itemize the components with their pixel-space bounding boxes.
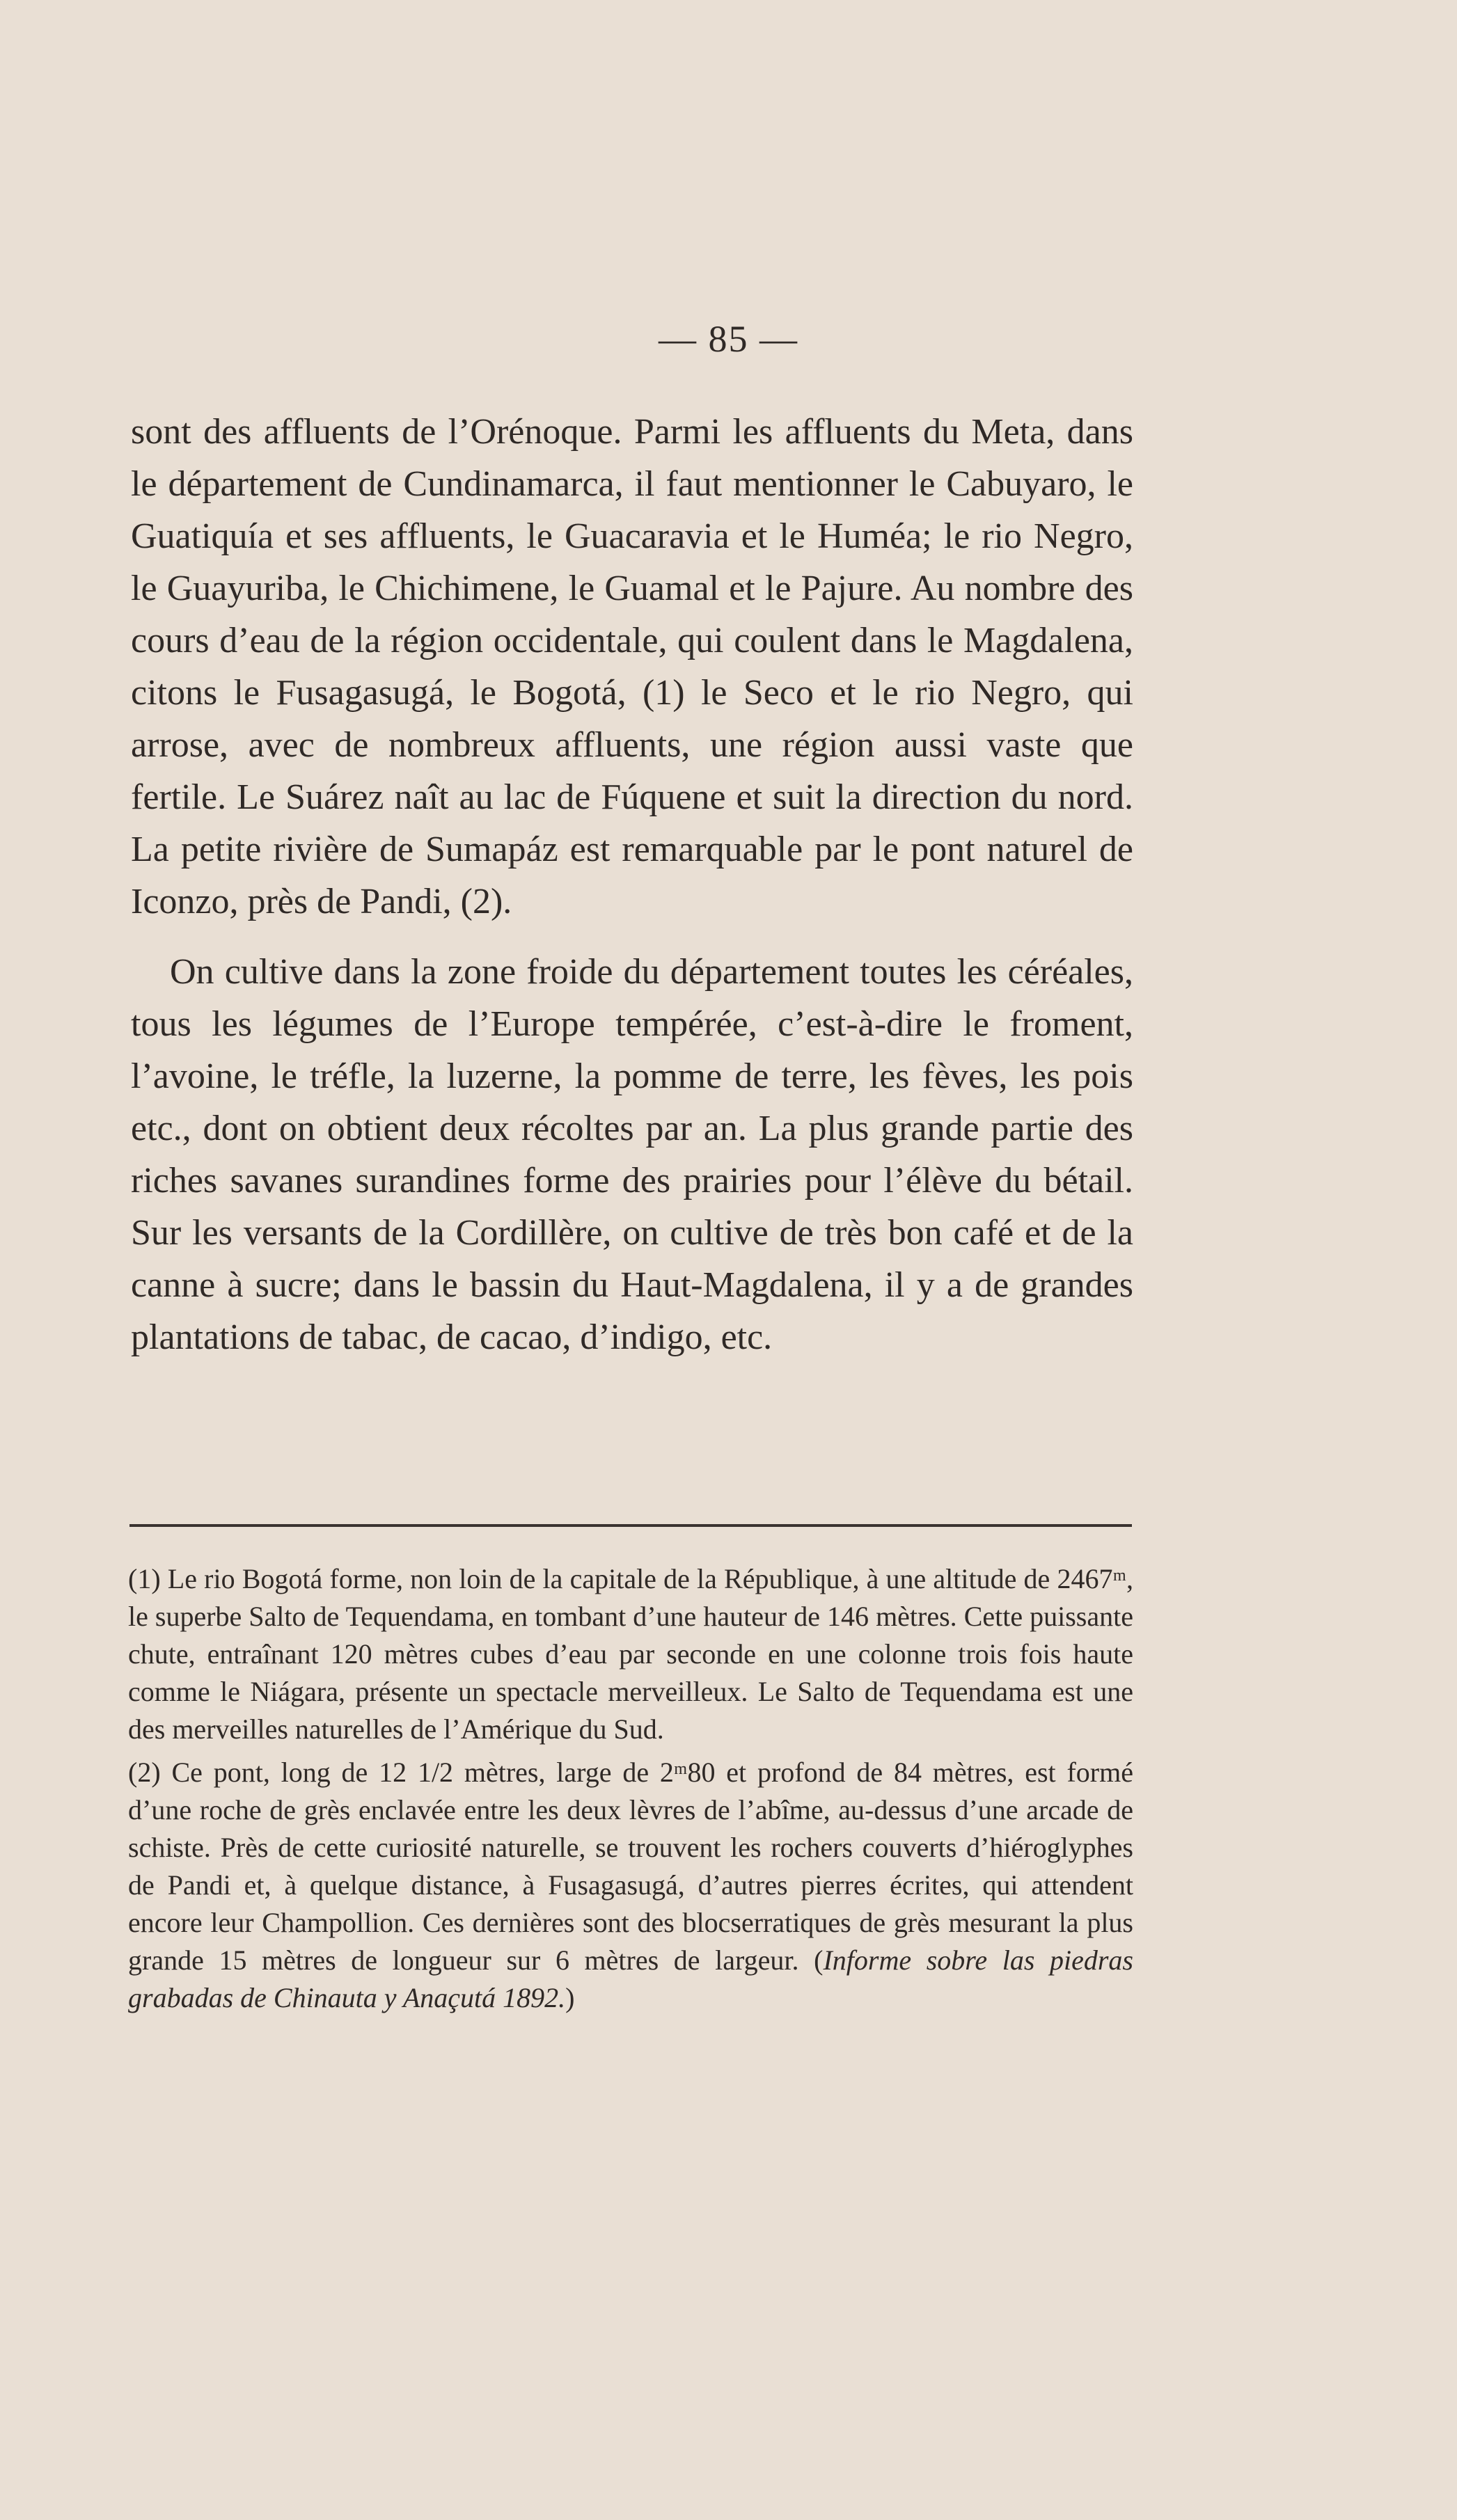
footnote-2 (128, 1754, 1133, 2017)
page-number: — 85 — (659, 318, 798, 360)
footnote-divider (129, 1524, 1132, 1527)
paragraph: sont des affluents de l’Orénoque. Parmi les affluents du Meta, dans le département de Cundinamarca, il faut mentionner le Cabuyaro, le Guatiquía et ses affluents, le Guacaravia et le Huméa; le rio Negro, le Guayuriba, le Chichimene, le Guamal et le Pajure. Au nombre des cours d’eau de la région occidentale, qui coulent dans le Magdalena, citons le Fusagasugá, le Bogotá, (1) le Seco et le rio Negro, qui arrose, avec de nombreux affluents, une région aussi vaste que fertile. Le Suárez naît au lac de Fúquene et suit la direction du nord. La petite rivière de Sumapáz est remarquable par le pont naturel de Iconzo, près de Pandi, (2). (131, 412, 1133, 921)
main-text (131, 406, 1133, 1363)
footnotes (128, 1560, 1133, 2017)
footnote-1: (1) Le rio Bogotá forme, non loin de la capitale de la République, à une altitude de 2467ᵐ, le superbe Salto de Tequendama, en tombant d’une hauteur de 146 mètres. Cette puissante chute, entraînant 120 mètres cubes d’eau par seconde en une colonne trois fois haute comme le Niágara, présente un spectacle merveilleux. Le Salto de Tequendama est une des merveilles naturelles de l’Amérique du Sud. (128, 1563, 1133, 1745)
footnote-2-citation: Informe sobre las piedras grabadas de Chinauta y Anaçutá 1892. (128, 1944, 1133, 2013)
footnote-2-text: (2) Ce pont, long de 12 1/2 mètres, large de 2ᵐ80 et profond de 84 mètres, est formé d’une roche de grès enclavée entre les deux lèvres de l’abîme, au-dessus d’une arcade de schiste. Près de cette curiosité naturelle, se trouvent les rochers couverts d’hiéroglyphes de Pandi et, à quelque distance, à Fusagasugá, d’autres pierres écrites, qui attendent encore leur Champollion. Ces dernières sont des blocserratiques de grès mesurant la plus grande 15 mètres de longueur sur 6 mètres de largeur. ( (128, 1757, 1133, 1976)
paragraph: On cultive dans la zone froide du département toutes les céréales, tous les légumes de l’Europe tempérée, c’est-à-dire le froment, l’avoine, le tréfle, la luzerne, la pomme de terre, les fèves, les pois etc., dont on obtient deux récoltes par an. La plus grande partie des riches savanes surandines forme des prairies pour l’élève du bétail. Sur les versants de la Cordillère, on cultive de très bon café et de la canne à sucre; dans le bassin du Haut-Magdalena, il y a de grandes plantations de tabac, de cacao, d’indigo, etc. (131, 952, 1133, 1357)
footnote-2-close: ) (565, 1982, 575, 2013)
